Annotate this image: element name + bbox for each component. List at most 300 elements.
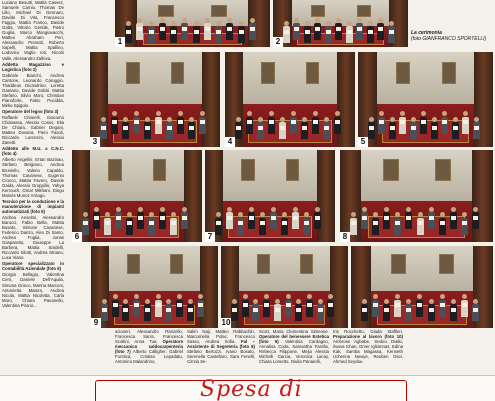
diploma-certificate: [123, 126, 128, 130]
figure-head: [127, 212, 132, 217]
graduate-figure: [246, 111, 253, 134]
figure-head: [313, 111, 318, 116]
diploma-certificate: [406, 216, 411, 220]
graduate-figure: [176, 294, 183, 317]
group-photo-7: [205, 150, 335, 242]
graduate-figure: [372, 212, 379, 235]
figure-head: [318, 299, 323, 304]
graduate-figure: [367, 21, 374, 44]
wall-painting: [435, 159, 451, 181]
names-paragraph: Andrea Anselmi, Alessandro Barucci, Fabio Bella, Mattia Busato, Simone Cavanese, Federico Danzo, Alex Di Santo, Andrea Foglia, Jonas Gasparetto, Giuseppe La Barbera, Mattia Sardelli, Riccardo Silotti, Andrea Striano, Luca Viano.: [2, 214, 64, 261]
graduate-figure: [155, 294, 162, 317]
group-photo-2: [273, 0, 408, 47]
graduate-figure: [215, 212, 222, 235]
graduate-figure: [472, 207, 479, 230]
bottom-column-4: [333, 329, 403, 372]
diploma-certificate: [418, 221, 423, 225]
figure-head: [149, 212, 154, 217]
section-heading: Operatore del benessere Estetica (foto 9): [259, 334, 329, 345]
caption-title: La cerimonia: [411, 30, 442, 36]
wall-painting: [391, 254, 406, 274]
diploma-certificate: [126, 30, 131, 34]
graduate-figure: [104, 212, 111, 235]
diploma-certificate: [282, 221, 287, 225]
wall-painting: [211, 5, 227, 17]
diploma-certificate: [384, 216, 389, 220]
figure-head: [105, 212, 110, 217]
diploma-certificate: [189, 126, 194, 130]
graduate-figure: [461, 294, 468, 317]
figure-head: [269, 111, 274, 116]
group-photo-4: [225, 52, 355, 147]
graduate-figure: [389, 117, 396, 140]
room-wall: [225, 52, 355, 104]
diploma-certificate: [137, 27, 142, 31]
diploma-certificate: [239, 30, 244, 34]
diploma-certificate: [249, 216, 254, 220]
graduate-figure: [450, 299, 457, 322]
figure-head: [293, 207, 298, 212]
bottom-column-2: [187, 329, 255, 372]
group-photo-1: [115, 0, 270, 47]
photo-caption: [411, 30, 493, 42]
diploma-certificate: [271, 216, 276, 220]
diploma-certificate: [315, 216, 320, 220]
diploma-certificate: [149, 30, 154, 34]
photo-number: 1: [115, 37, 125, 47]
figure-head: [451, 299, 456, 304]
diploma-certificate: [227, 27, 232, 31]
diploma-certificate: [335, 120, 340, 124]
diploma-certificate: [451, 308, 456, 312]
figure-head: [200, 111, 205, 116]
figure-head: [282, 212, 287, 217]
section-heading: Addetto alle M.U. a C.N.C. (foto 4): [2, 146, 64, 157]
graduate-figure: [394, 212, 401, 235]
figure-head: [236, 117, 241, 122]
diploma-certificate: [324, 126, 329, 130]
figure-head: [134, 111, 139, 116]
figure-head: [284, 21, 289, 26]
diploma-certificate: [156, 120, 161, 124]
figure-head: [216, 21, 221, 26]
wall-painting: [241, 159, 255, 181]
graduate-figure: [416, 294, 423, 317]
graduate-figure: [199, 111, 206, 134]
diploma-certificate: [389, 30, 394, 34]
graduate-figure: [325, 21, 332, 44]
graduate-figure: [249, 18, 256, 41]
graduate-figure: [237, 212, 244, 235]
figure-head: [286, 294, 291, 299]
diploma-certificate: [167, 126, 172, 130]
graduate-figure: [450, 207, 457, 230]
figure-head: [453, 117, 458, 122]
figure-head: [373, 212, 378, 217]
group-photo-10: [221, 246, 348, 328]
group-photo-3: [90, 52, 220, 147]
diploma-certificate: [105, 221, 110, 225]
graduate-figure: [431, 117, 438, 140]
graduate-figure: [420, 111, 427, 134]
figure-head: [418, 212, 423, 217]
diploma-certificate: [473, 216, 478, 220]
figure-head: [390, 117, 395, 122]
figure-head: [243, 294, 248, 299]
graduate-figure: [242, 294, 249, 317]
photo-number: 3: [90, 137, 100, 147]
room-wall: [91, 246, 218, 291]
figure-head: [167, 117, 172, 122]
graduate-figure: [304, 21, 311, 44]
section-heading: Operatore del legno (foto 3): [2, 108, 59, 114]
figure-head: [315, 18, 320, 23]
graduate-figure: [295, 299, 302, 322]
diploma-certificate: [373, 303, 378, 307]
graduate-figure: [144, 117, 151, 140]
graduate-figure: [378, 111, 385, 134]
figure-head: [101, 117, 106, 122]
section-heading: Tecnico per la conduzione e la manutenzione di impianti automatizzati (foto 5): [2, 198, 64, 214]
group-photo-8: [340, 150, 493, 242]
diploma-certificate: [260, 221, 265, 225]
graduate-figure: [226, 18, 233, 41]
graduate-figure: [368, 117, 375, 140]
figure-head: [324, 117, 329, 122]
graduate-figure: [155, 111, 162, 134]
graduate-figure: [101, 299, 108, 322]
graduate-figure: [215, 21, 222, 44]
diploma-certificate: [280, 126, 285, 130]
diploma-certificate: [275, 308, 280, 312]
diploma-certificate: [362, 308, 367, 312]
diploma-certificate: [178, 120, 183, 124]
graduate-figure: [188, 117, 195, 140]
graduate-figure: [405, 207, 412, 230]
figure-head: [271, 207, 276, 212]
graduate-figure: [334, 111, 341, 134]
figure-head: [178, 111, 183, 116]
diploma-certificate: [238, 221, 243, 225]
figure-head: [335, 111, 340, 116]
diploma-certificate: [243, 303, 248, 307]
graduate-figure: [93, 207, 100, 230]
graduate-figure: [248, 207, 255, 230]
graduate-figure: [263, 294, 270, 317]
diploma-certificate: [101, 126, 106, 130]
figure-head: [227, 207, 232, 212]
section-heading: Operatore specializzato in Contabilità Aziendale (foto 6): [2, 261, 64, 272]
names-text: Salim Naji, Matteo Rabbachin, Marcomelia Polac, Francesco Sasso, Andrea Sofia.: [187, 329, 255, 345]
figure-head: [474, 117, 479, 122]
diploma-certificate: [200, 120, 205, 124]
group-photo-5: [358, 52, 493, 147]
diploma-certificate: [194, 30, 199, 34]
figure-head: [294, 18, 299, 23]
diploma-certificate: [264, 303, 269, 307]
diploma-certificate: [462, 221, 467, 225]
figure-head: [198, 294, 203, 299]
diploma-certificate: [284, 30, 289, 34]
figure-head: [395, 294, 400, 299]
figure-head: [307, 294, 312, 299]
graduate-figure: [170, 21, 177, 44]
diploma-certificate: [127, 221, 132, 225]
graduate-figure: [472, 299, 479, 322]
graduate-figure: [441, 111, 448, 134]
figure-head: [189, 117, 194, 122]
graduate-figure: [133, 294, 140, 317]
figure-head: [389, 21, 394, 26]
graduate-figure: [204, 18, 211, 41]
names-text: Alberto Calligher, Gabriel Forstica, Cristian Lepadatu, Antonino Malandrino,: [115, 349, 183, 365]
figure-head: [379, 111, 384, 116]
figure-head: [94, 207, 99, 212]
diploma-certificate: [247, 120, 252, 124]
graduate-figure: [314, 18, 321, 41]
graduate-figure: [257, 117, 264, 140]
graduate-figure: [137, 207, 144, 230]
diploma-certificate: [417, 303, 422, 307]
diploma-certificate: [440, 303, 445, 307]
wall-painting: [311, 5, 325, 17]
figure-head: [83, 212, 88, 217]
graduate-figure: [235, 117, 242, 140]
diploma-certificate: [411, 126, 416, 130]
figure-head: [462, 294, 467, 299]
graduate-figure: [281, 212, 288, 235]
graduate-figure: [417, 212, 424, 235]
graduate-figure: [361, 207, 368, 230]
diploma-certificate: [368, 30, 373, 34]
diploma-certificate: [390, 126, 395, 130]
graduate-figure: [405, 299, 412, 322]
section-heading: Addetto Magazzino e Logistica (foto 2): [2, 61, 64, 72]
names-text: Scott, Maria Clementina Simeone.: [259, 329, 329, 334]
diploma-certificate: [112, 120, 117, 124]
graduate-figure: [177, 111, 184, 134]
group-photo-11: [351, 246, 493, 328]
figure-head: [123, 117, 128, 122]
photo-number: 6: [72, 232, 82, 242]
graduate-figure: [82, 212, 89, 235]
diploma-certificate: [400, 120, 405, 124]
graduate-figure: [100, 117, 107, 140]
figure-head: [102, 299, 107, 304]
section-heading: Preparazione al lavoro (foto 10): [333, 334, 403, 340]
advertisement-banner[interactable]: [0, 375, 495, 401]
figure-head: [156, 294, 161, 299]
diploma-certificate: [313, 120, 318, 124]
figure-head: [258, 117, 263, 122]
graduate-figure: [285, 294, 292, 317]
figure-head: [134, 294, 139, 299]
photo-number: 7: [205, 232, 215, 242]
figure-head: [227, 18, 232, 23]
figure-head: [145, 117, 150, 122]
names-text: Stefano Bertozzi, Ivano Bosato, Serenella Castellaro, Sara Fenelli, Cinzia Se-: [187, 349, 255, 365]
graduate-figure: [252, 299, 259, 322]
diploma-certificate: [440, 221, 445, 225]
diploma-certificate: [160, 216, 165, 220]
wall-painting: [383, 159, 399, 181]
figure-head: [326, 21, 331, 26]
wall-painting: [306, 62, 320, 85]
figure-head: [296, 299, 301, 304]
caption-credit: (foto GIANFRANCO SPORTELLI): [411, 36, 487, 42]
figure-head: [156, 111, 161, 116]
figure-head: [123, 299, 128, 304]
diploma-certificate: [315, 27, 320, 31]
wall-painting: [357, 5, 371, 17]
diploma-certificate: [421, 120, 426, 124]
figure-head: [126, 21, 131, 26]
photo-number: 2: [273, 37, 283, 47]
figure-head: [442, 111, 447, 116]
figure-head: [429, 207, 434, 212]
diploma-certificate: [294, 27, 299, 31]
diploma-certificate: [182, 216, 187, 220]
graduate-figure: [473, 117, 480, 140]
figure-head: [138, 207, 143, 212]
figure-head: [406, 299, 411, 304]
graduate-figure: [312, 111, 319, 134]
wall-painting: [153, 159, 167, 181]
room-wall: [90, 52, 220, 104]
diploma-certificate: [171, 30, 176, 34]
figure-head: [432, 117, 437, 122]
room-wall: [72, 150, 202, 201]
figure-head: [362, 299, 367, 304]
figure-head: [116, 207, 121, 212]
diploma-certificate: [378, 27, 383, 31]
diploma-certificate: [232, 308, 237, 312]
graduate-figure: [388, 21, 395, 44]
diploma-certificate: [451, 216, 456, 220]
graduate-figure: [279, 117, 286, 140]
diploma-certificate: [429, 308, 434, 312]
figure-head: [182, 207, 187, 212]
diploma-certificate: [336, 27, 341, 31]
figure-head: [216, 212, 221, 217]
figure-head: [336, 18, 341, 23]
room-wall: [340, 150, 493, 201]
graduate-figure: [314, 207, 321, 230]
diploma-certificate: [250, 27, 255, 31]
graduate-figure: [439, 212, 446, 235]
figure-head: [417, 294, 422, 299]
figure-head: [395, 212, 400, 217]
left-names-column: [2, 0, 64, 329]
wall-painting: [442, 62, 456, 85]
diploma-certificate: [384, 308, 389, 312]
room-wall: [358, 52, 493, 104]
graduate-figure: [159, 207, 166, 230]
figure-head: [362, 207, 367, 212]
figure-head: [194, 21, 199, 26]
banner-script-text: Spesa di: [200, 377, 303, 401]
figure-head: [429, 299, 434, 304]
photo-number: 8: [340, 232, 350, 242]
figure-head: [291, 111, 296, 116]
graduate-figure: [165, 299, 172, 322]
names-text: Valentina Cardagno, Annalisa Coda, Samantha Farella, Rebecca Filippone, Mejia Alessia Michelli Garcia, Veronica Lacay, Chiara Lorsetto, Giulia Panarelli,: [259, 339, 329, 365]
figure-head: [463, 111, 468, 116]
graduate-figure: [193, 21, 200, 44]
diploma-certificate: [134, 120, 139, 124]
diploma-certificate: [216, 30, 221, 34]
figure-head: [384, 299, 389, 304]
figure-head: [473, 299, 478, 304]
diploma-certificate: [134, 303, 139, 307]
figure-head: [232, 299, 237, 304]
figure-head: [112, 111, 117, 116]
graduate-figure: [238, 21, 245, 44]
wall-painting: [439, 254, 454, 274]
graduate-figure: [122, 117, 129, 140]
diploma-certificate: [357, 27, 362, 31]
graduate-figure: [268, 111, 275, 134]
graduate-figure: [270, 207, 277, 230]
figure-head: [160, 18, 165, 23]
figure-head: [166, 299, 171, 304]
figure-head: [440, 212, 445, 217]
diploma-certificate: [145, 126, 150, 130]
diploma-certificate: [369, 126, 374, 130]
diploma-certificate: [286, 303, 291, 307]
figure-head: [304, 212, 309, 217]
wall-painting: [261, 62, 275, 85]
diploma-certificate: [362, 216, 367, 220]
figure-head: [384, 207, 389, 212]
wall-painting: [158, 5, 174, 17]
figure-head: [160, 207, 165, 212]
graduate-figure: [461, 212, 468, 235]
figure-head: [275, 299, 280, 304]
diploma-certificate: [188, 308, 193, 312]
names-text: scioneri, Alessandro Ranzello, Francesca Sarra, Francesca Scollini, Anna Tua.: [115, 329, 183, 345]
graduate-figure: [439, 294, 446, 317]
diploma-certificate: [395, 221, 400, 225]
graduate-figure: [126, 212, 133, 235]
diploma-certificate: [328, 303, 333, 307]
graduate-figure: [428, 207, 435, 230]
diploma-certificate: [205, 27, 210, 31]
graduate-figure: [410, 117, 417, 140]
graduate-figure: [356, 18, 363, 41]
graduate-figure: [350, 212, 357, 235]
graduate-figure: [327, 294, 334, 317]
diploma-certificate: [463, 120, 468, 124]
figure-head: [440, 294, 445, 299]
diploma-certificate: [307, 303, 312, 307]
graduate-figure: [181, 18, 188, 41]
diploma-certificate: [442, 120, 447, 124]
graduate-figure: [259, 212, 266, 235]
diploma-certificate: [462, 303, 467, 307]
graduate-figure: [187, 299, 194, 322]
graduate-figure: [148, 212, 155, 235]
diploma-certificate: [305, 30, 310, 34]
group-photo-9: [91, 246, 218, 328]
wall-painting: [286, 159, 300, 181]
graduate-figure: [377, 18, 384, 41]
diploma-certificate: [318, 308, 323, 312]
figure-head: [462, 212, 467, 217]
graduate-figure: [231, 299, 238, 322]
graduate-figure: [136, 18, 143, 41]
figure-head: [149, 21, 154, 26]
